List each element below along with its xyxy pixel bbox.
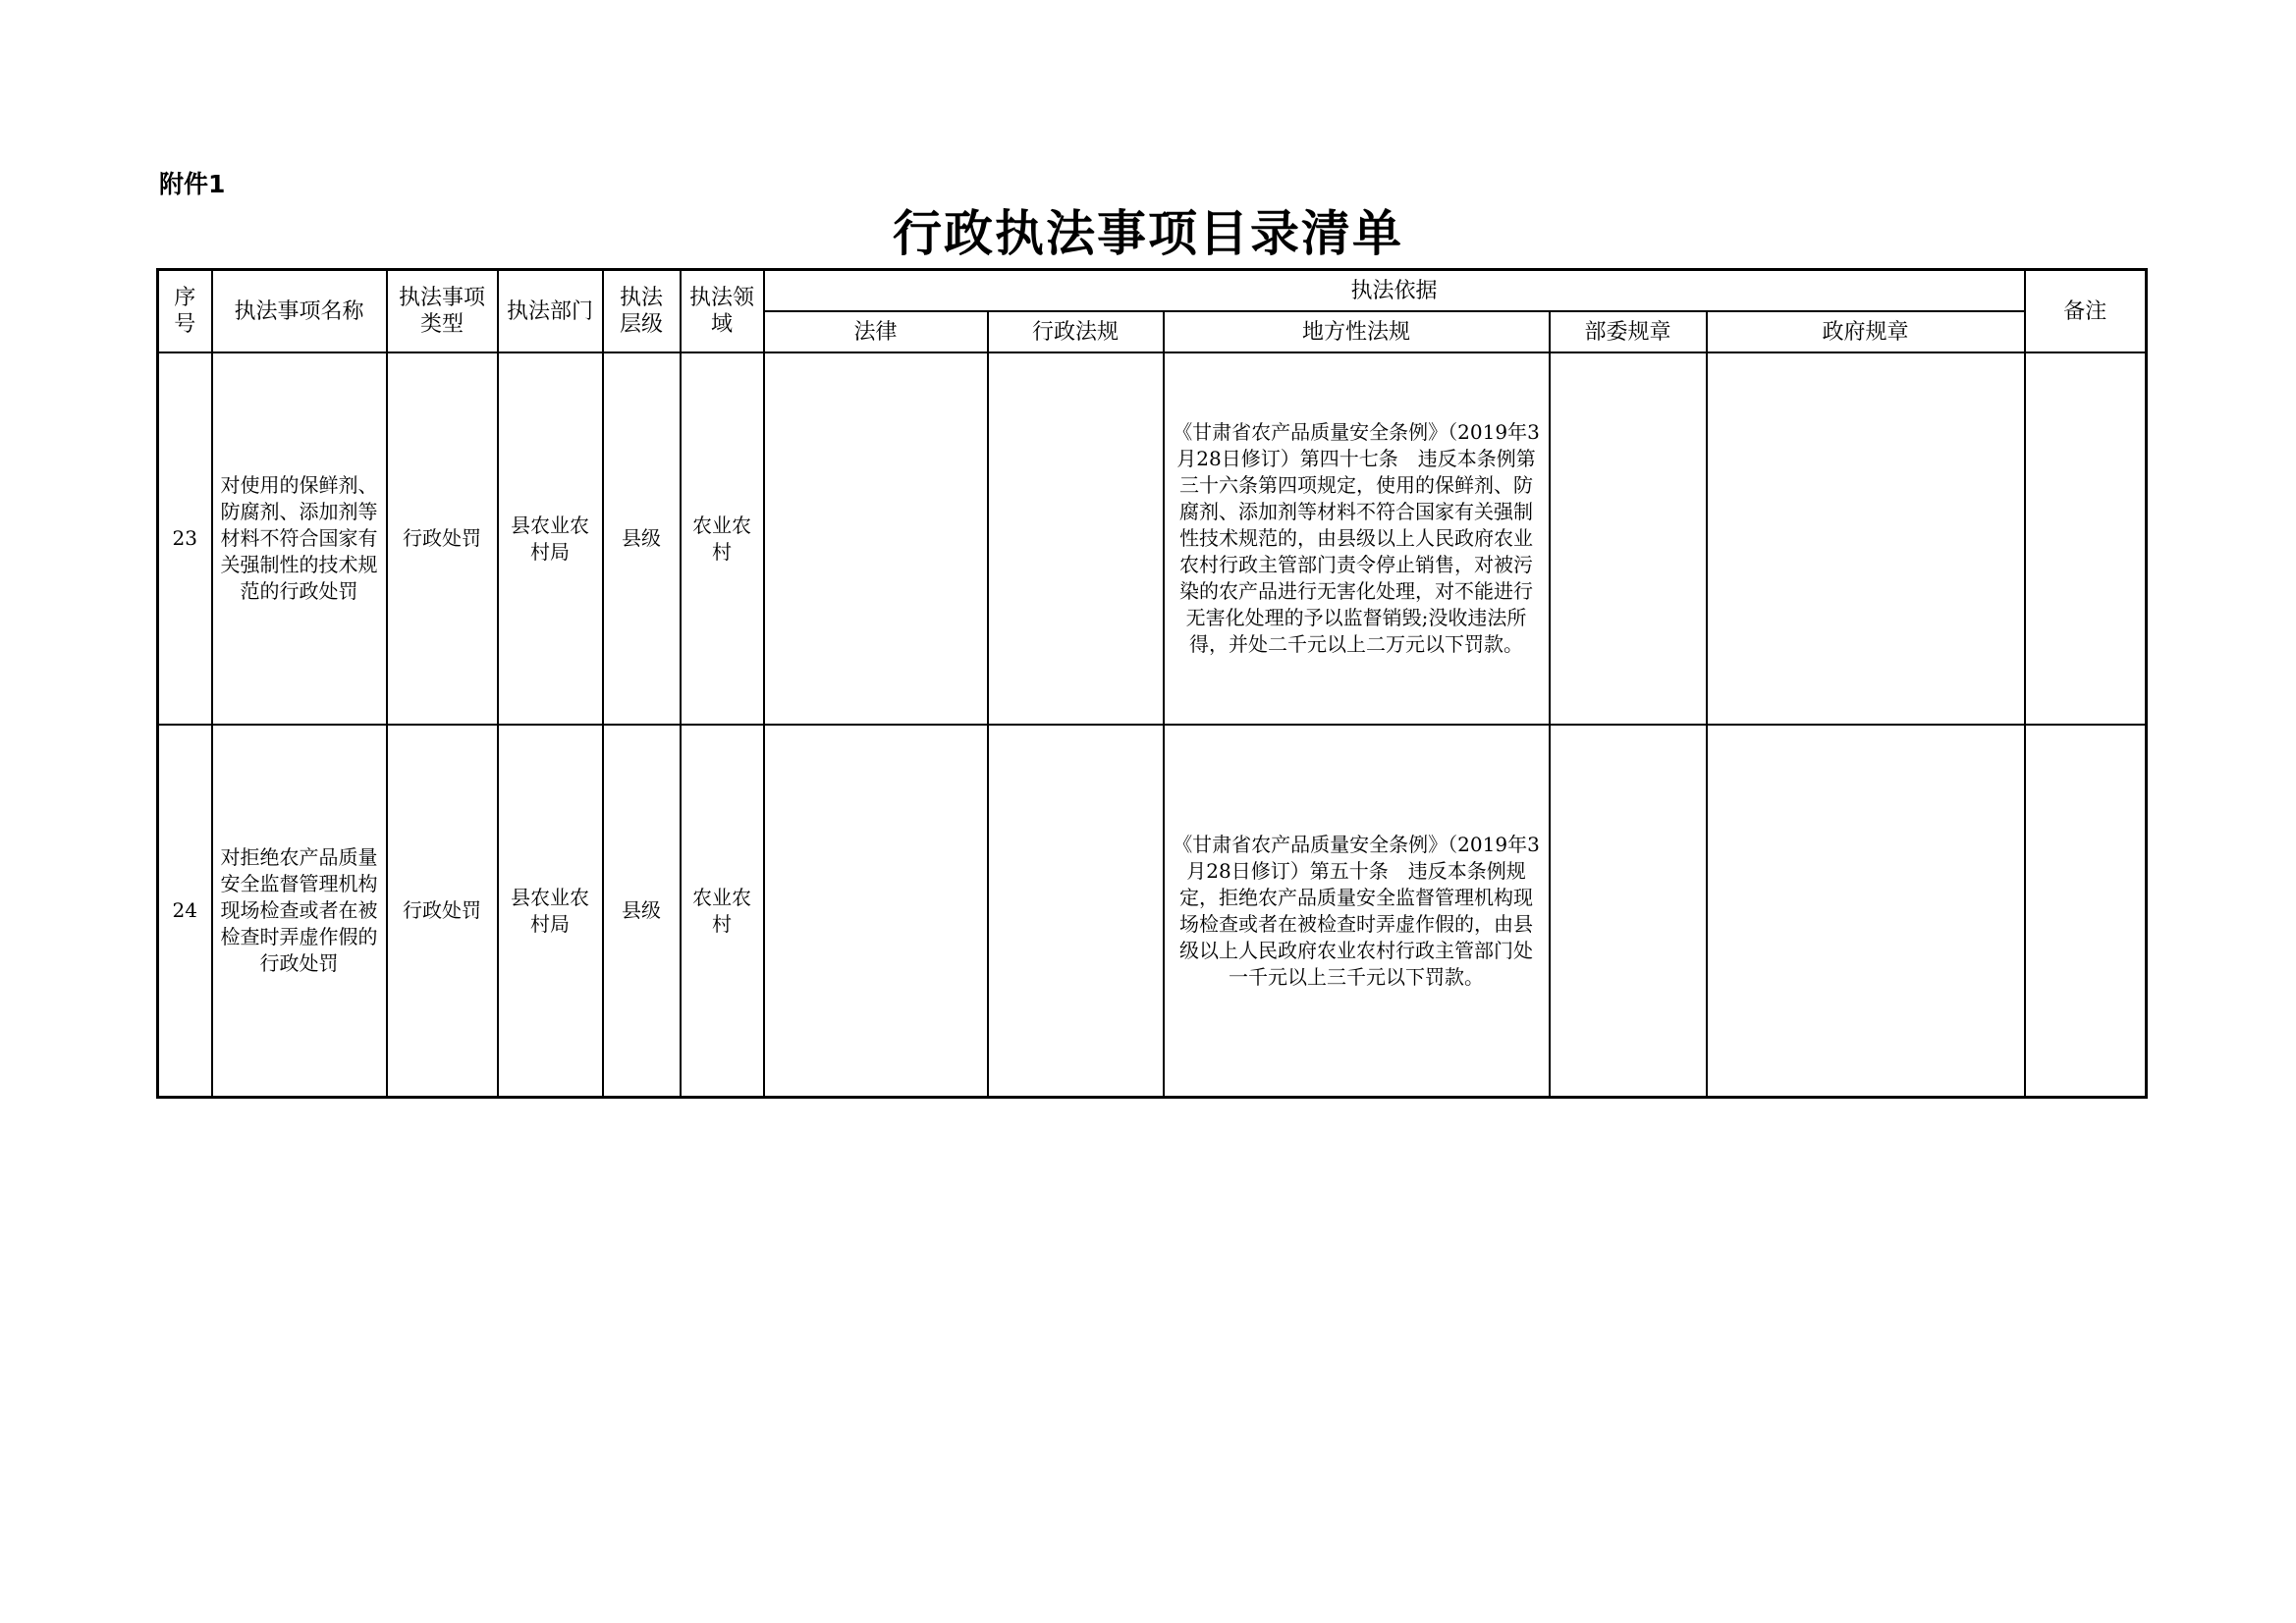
- cell-ministry-rule: [1550, 725, 1707, 1098]
- cell-law: [764, 725, 988, 1098]
- cell-dept: 县农业农村局: [498, 352, 603, 725]
- header-gov-rule: 政府规章: [1707, 311, 2025, 352]
- cell-name: 对拒绝农产品质量安全监督管理机构现场检查或者在被检查时弄虚作假的行政处罚: [212, 725, 387, 1098]
- cell-remark: [2025, 352, 2147, 725]
- cell-field: 农业农村: [681, 352, 764, 725]
- cell-admin-reg: [988, 725, 1164, 1098]
- header-remark: 备注: [2025, 270, 2147, 353]
- cell-type: 行政处罚: [387, 725, 498, 1098]
- cell-level: 县级: [603, 725, 681, 1098]
- cell-level: 县级: [603, 352, 681, 725]
- header-name: 执法事项名称: [212, 270, 387, 353]
- cell-remark: [2025, 725, 2147, 1098]
- cell-admin-reg: [988, 352, 1164, 725]
- cell-seq: 24: [158, 725, 212, 1098]
- header-law: 法律: [764, 311, 988, 352]
- cell-local-reg: 《甘肃省农产品质量安全条例》（2019年3月28日修订）第四十七条 违反本条例第三十六条第四项规定，使用的保鲜剂、防腐剂、添加剂等材料不符合国家有关强制性技术规范的，由县级以上人民政府农业农村行政主管部门责令停止销售，对被污染的农产品进行无害化处理，对不能进行无害化处理的予以监督销毁;没收违法所得，并处二千元以上二万元以下罚款。: [1164, 352, 1550, 725]
- header-dept: 执法部门: [498, 270, 603, 353]
- cell-type: 行政处罚: [387, 352, 498, 725]
- cell-gov-rule: [1707, 725, 2025, 1098]
- table-row: [158, 725, 2147, 1098]
- cell-local-reg: 《甘肃省农产品质量安全条例》（2019年3月28日修订）第五十条 违反本条例规定，拒绝农产品质量安全监督管理机构现场检查或者在被检查时弄虚作假的，由县级以上人民政府农业农村行政主管部门处一千元以上三千元以下罚款。: [1164, 725, 1550, 1098]
- enforcement-table: [156, 268, 2148, 1099]
- cell-field: 农业农村: [681, 725, 764, 1098]
- cell-seq: 23: [158, 352, 212, 725]
- header-local-reg: 地方性法规: [1164, 311, 1550, 352]
- header-level: 执法层级: [603, 270, 681, 353]
- header-seq: 序号: [158, 270, 212, 353]
- cell-law: [764, 352, 988, 725]
- header-field: 执法领域: [681, 270, 764, 353]
- table-row: [158, 352, 2147, 725]
- attachment-label: 附件1: [159, 170, 226, 198]
- cell-name: 对使用的保鲜剂、防腐剂、添加剂等材料不符合国家有关强制性的技术规范的行政处罚: [212, 352, 387, 725]
- header-ministry-rule: 部委规章: [1550, 311, 1707, 352]
- cell-ministry-rule: [1550, 352, 1707, 725]
- page-title: 行政执法事项目录清单: [893, 204, 1403, 262]
- cell-dept: 县农业农村局: [498, 725, 603, 1098]
- header-type: 执法事项类型: [387, 270, 498, 353]
- cell-gov-rule: [1707, 352, 2025, 725]
- header-row-1: [158, 270, 2147, 312]
- header-basis: 执法依据: [764, 270, 2025, 312]
- header-admin-reg: 行政法规: [988, 311, 1164, 352]
